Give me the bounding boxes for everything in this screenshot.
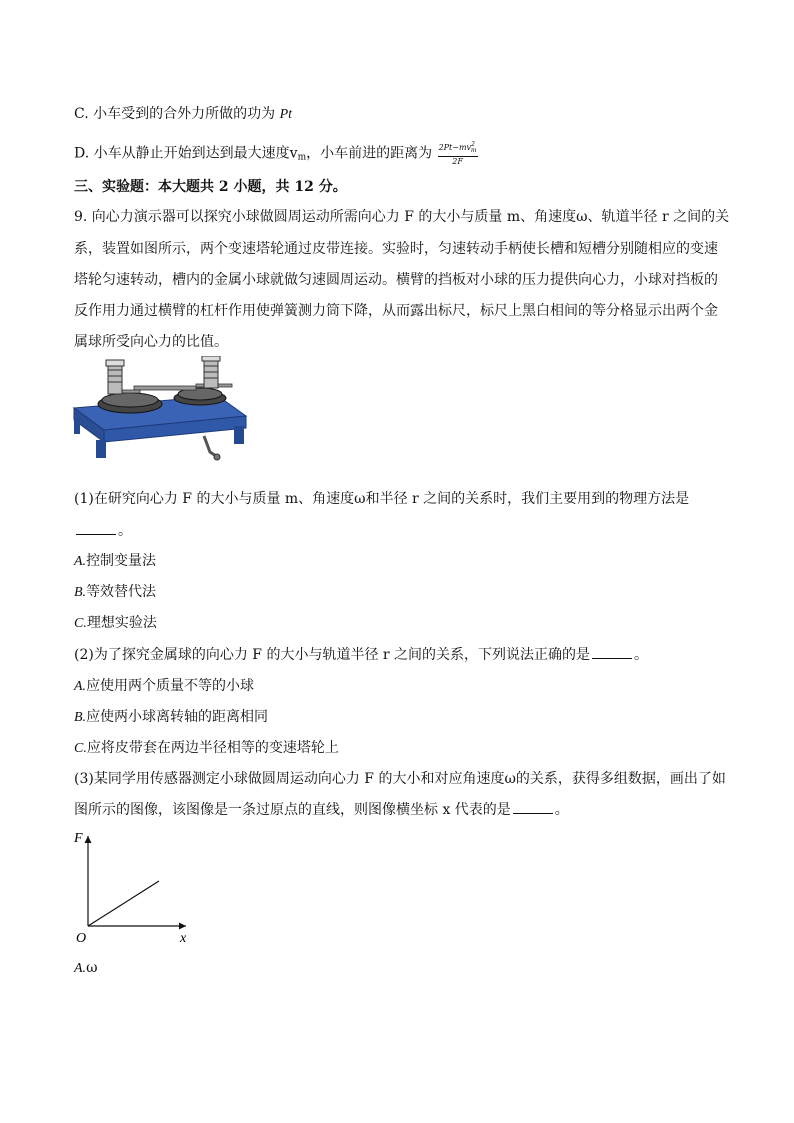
q9-sub1-option-c [74, 613, 157, 634]
option-text: 等效替代法 [86, 584, 157, 600]
option-d-label: D. [74, 145, 90, 162]
q9-sub2-option-a [74, 676, 254, 697]
option-d-fraction [438, 140, 478, 167]
q9-intro-line-3: 塔轮匀速转动，槽内的金属小球就做匀速圆周运动。横臂的挡板对小球的压力提供向心力，小球对挡板的 [74, 272, 718, 288]
option-text: 应将皮带套在两边半径相等的变速塔轮上 [86, 740, 339, 756]
q9-sub2-end: 。 [634, 647, 649, 663]
fraction-numerator: 2Pt−mv [438, 143, 472, 152]
fraction-sup: 2 [471, 141, 475, 148]
option-label: A. [74, 554, 87, 569]
option-label: C. [74, 616, 87, 631]
option-c-var: Pt [279, 107, 293, 122]
fraction-sub: m [470, 147, 477, 154]
q9-sub3-end: 。 [554, 802, 569, 818]
q9-sub3-text: 图所示的图像，该图像是一条过原点的直线，则图像横坐标 x 代表的是 [74, 802, 511, 818]
option-d-sub: m [297, 152, 307, 163]
x-axis-label: x [180, 931, 187, 946]
q9-intro-line-4: 反作用力通过横臂的杠杆作用使弹簧测力筒下降，从而露出标尺，标尺上黑白相间的等分格显示出两个金 [74, 303, 718, 319]
section-title: 三、实验题：本大题共 2 小题，共 12 分。 [74, 179, 347, 195]
q9-sub2-text: (2)为了探究金属球的向心力 F 的大小与轨道半径 r 之间的关系，下列说法正确的是 [74, 647, 591, 663]
q9-sub2-question [74, 645, 648, 665]
option-c-text: 小车受到的合外力所做的功为 [93, 106, 276, 122]
option-label: C. [74, 741, 87, 756]
q9-intro-line-1: 9. 向心力演示器可以探究小球做圆周运动所需向心力 F 的大小与质量 m、角速度ω、轨道半径 r 之间的关 [74, 209, 730, 225]
q9-intro-line-5: 属球所受向心力的比值。 [74, 334, 228, 350]
answer-blank-2[interactable] [592, 646, 632, 659]
centripetal-apparatus-illustration [70, 356, 250, 468]
option-text: 控制变量法 [86, 553, 157, 569]
q9-sub1-answer-line [74, 521, 132, 541]
option-text: 应使两小球离转轴的距离相同 [86, 709, 269, 725]
option-c-label: C. [74, 106, 89, 122]
q9-sub1-question: (1)在研究向心力 F 的大小与质量 m、角速度ω和半径 r 之间的关系时，我们主要用到的物理方法是 [74, 491, 690, 507]
fraction-denominator: 2F [452, 157, 463, 166]
option-c [74, 104, 292, 125]
answer-blank-1[interactable] [76, 522, 116, 535]
option-label: A. [74, 961, 87, 976]
origin-label: O [76, 931, 87, 946]
option-label: B. [74, 710, 87, 725]
option-text: 应使用两个质量不等的小球 [86, 678, 255, 694]
option-d-text: 小车从静止开始到达到最大速度v [93, 145, 298, 162]
q9-intro-line-2: 系，装置如图所示，两个变速塔轮通过皮带连接。实验时，匀速转动手柄使长槽和短槽分别随相应的变速 [74, 241, 718, 257]
q9-sub2-option-b [74, 707, 268, 728]
q9-sub1-option-b [74, 582, 156, 603]
option-label: B. [74, 585, 87, 600]
option-text: 理想实验法 [86, 615, 157, 631]
q9-sub3-question-line-1: (3)某同学用传感器测定小球做圆周运动向心力 F 的大小和对应角速度ω的关系，获得多组数据，画出了如 [74, 771, 726, 787]
answer-blank-3[interactable] [513, 801, 553, 814]
option-d-text2: ，小车前进的距离为 [306, 145, 433, 162]
q9-sub3-option-a [74, 958, 97, 979]
proportional-line [88, 881, 159, 926]
option-label: A. [74, 679, 87, 694]
q9-sub1-option-a [74, 551, 156, 572]
option-d [74, 140, 478, 168]
q9-sub3-question-line-2 [74, 800, 569, 820]
option-text: ω [86, 960, 98, 976]
y-axis-label: F [74, 831, 83, 846]
f-x-graph [70, 826, 200, 948]
q9-sub2-option-c [74, 738, 339, 759]
q9-sub1-end: 。 [118, 523, 132, 539]
